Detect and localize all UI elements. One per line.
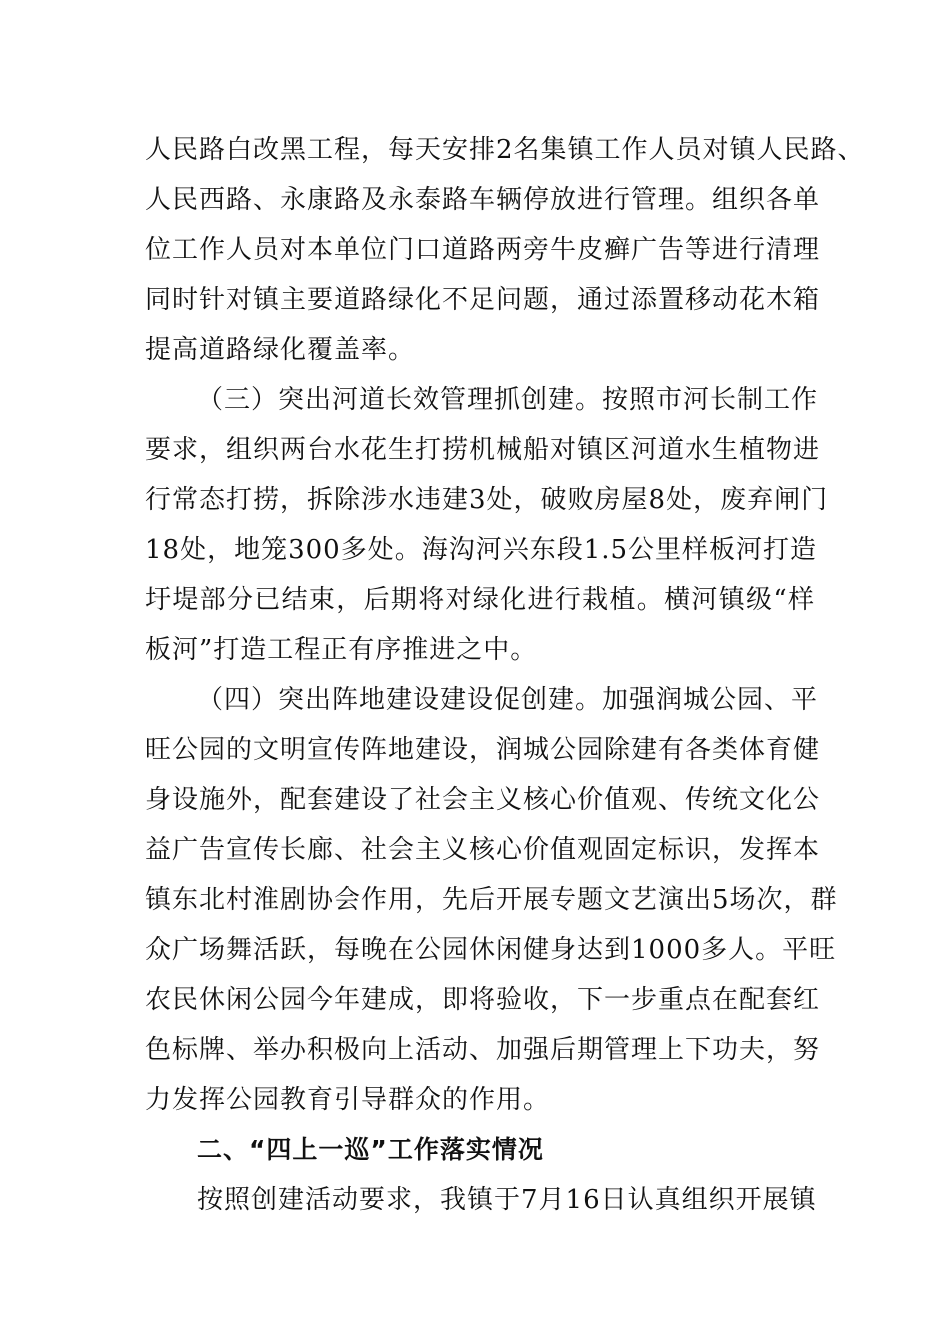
text-line: 提高道路绿化覆盖率。 <box>145 335 416 365</box>
text-line: 色标牌、举办积极向上活动、加强后期管理上下功夫，努 <box>145 1035 821 1065</box>
text-line: 按照创建活动要求，我镇于7月16日认真组织开展镇 <box>197 1185 817 1215</box>
section-heading-4: （四）突出阵地建设建设促创建。加强润城公园、平 <box>197 685 819 715</box>
text-line: 身设施外，配套建设了社会主义核心价值观、传统文化公 <box>145 785 821 815</box>
text-line: 要求，组织两台水花生打捞机械船对镇区河道水生植物进 <box>145 435 821 465</box>
text-line: 众广场舞活跃，每晚在公园休闲健身达到1000多人。平旺 <box>145 935 837 965</box>
text-line: 人民西路、永康路及永泰路车辆停放进行管理。组织各单 <box>145 185 821 215</box>
text-line: 圩堤部分已结束，后期将对绿化进行栽植。横河镇级“样 <box>145 585 815 615</box>
text-line: 行常态打捞，拆除涉水违建3处，破败房屋8处，废弃闸门 <box>145 485 829 515</box>
text-line: 农民休闲公园今年建成，即将验收，下一步重点在配套红 <box>145 985 821 1015</box>
text-line: 板河”打造工程正有序推进之中。 <box>145 635 538 665</box>
text-line: 镇东北村淮剧协会作用，先后开展专题文艺演出5场次，群 <box>145 885 838 915</box>
text-line: 位工作人员对本单位门口道路两旁牛皮癣广告等进行清理 <box>145 235 821 265</box>
text-line: 旺公园的文明宣传阵地建设，润城公园除建有各类体育健 <box>145 735 821 765</box>
text-line: 同时针对镇主要道路绿化不足问题，通过添置移动花木箱 <box>145 285 821 315</box>
section-heading-3: （三）突出河道长效管理抓创建。按照市河长制工作 <box>197 385 819 415</box>
text-line: 18处，地笼300多处。海沟河兴东段1.5公里样板河打造 <box>145 535 818 565</box>
section-heading-2: 二、“四上一巡”工作落实情况 <box>197 1135 544 1164</box>
text-line: 益广告宣传长廊、社会主义核心价值观固定标识，发挥本 <box>145 835 821 865</box>
text-line: 力发挥公园教育引导群众的作用。 <box>145 1085 551 1115</box>
text-line: 人民路白改黑工程，每天安排2名集镇工作人员对镇人民路、 <box>145 135 865 165</box>
